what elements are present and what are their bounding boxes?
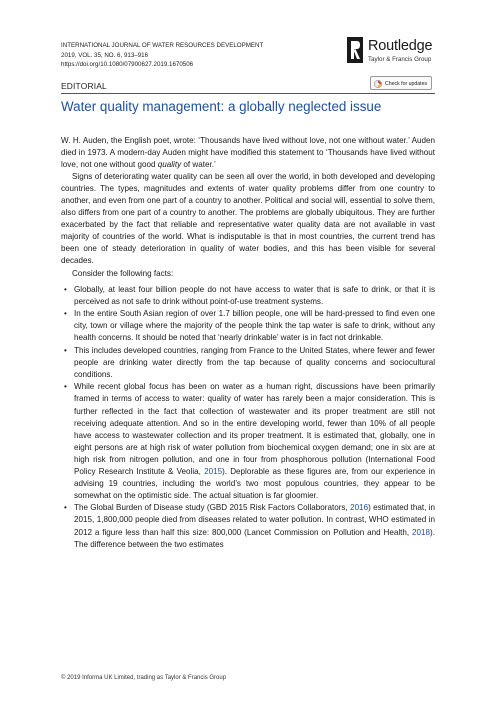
journal-volume: 2019, VOL. 35, NO. 6, 913–916: [61, 51, 149, 59]
bullet-icon: •: [64, 503, 67, 513]
check-for-updates-icon: [374, 80, 382, 88]
paragraph-2: Signs of deteriorating water quality can be seen all over the world, in both developed and developing countries. The types, magnitudes and extents of water quality problems differ from one country to another, and even from one part of a country to another. Political and social will, essential to solve them, also differs from one part of a country to another. The problems are globally ubiquitous. They are further exacerbated by the fact that reliable and representative water quality data are not available in vast majority of countries of the world. What is indisputable is that in most countries, the current trend has been one of steady deterioration in quality of water bodies, and this has been visible for several decades.: [61, 172, 435, 266]
citation-link[interactable]: 2015: [204, 466, 223, 476]
citation-link[interactable]: 2016: [350, 503, 369, 513]
citation-link[interactable]: 2018: [412, 527, 431, 537]
check-for-updates-button[interactable]: [370, 76, 432, 90]
routledge-logo-icon: [347, 37, 363, 63]
article-title: Water quality management: a globally neglected issue: [61, 99, 382, 114]
journal-meta: [61, 41, 263, 70]
paragraph-1: W. H. Auden, the English poet, wrote: ‘Thousands have lived without love, not one without water.’ Auden died in 1973. A modern-day Auden might have modified this statement to ‘Thousands have lived without love, not one without good quality of water.’: [61, 136, 435, 170]
list-item: • This includes developed countries, ranging from France to the United States, where fewer and fewer people are drinking water directly from the tap because of quality concerns and sociocultural conditions.: [64, 345, 435, 379]
bullet-icon: •: [64, 345, 67, 355]
section-label: EDITORIAL: [61, 81, 107, 91]
publisher-subtitle: Taylor & Francis Group: [368, 56, 432, 63]
publisher-name: Routledge: [368, 38, 433, 54]
check-for-updates-label: Check for updates: [385, 80, 428, 87]
list-item: • Globally, at least four billion people do not have access to water that is safe to drink, or that it is perceived as not safe to drink without point-of-use treatment systems.: [64, 284, 435, 306]
bullet-icon: •: [64, 309, 67, 319]
publisher-logo: [347, 37, 457, 67]
header-rule: [61, 93, 435, 94]
bullet-icon: •: [64, 382, 67, 392]
list-item: • The Global Burden of Disease study (GBD 2015 Risk Factors Collaborators, 2016) estimated that, in 2015, 1,800,000 people died from diseases related to water pollution. In contrast, WHO estimated in 2012 a figure less than half this size: 800,000 (Lancet Commission on Pollution and Health, 2018). The difference between the two estimates: [64, 503, 435, 549]
bullet-icon: •: [64, 284, 67, 294]
facts-list: [61, 284, 435, 551]
copyright-footer: © 2019 Informa UK Limited, trading as Taylor & Francis Group: [61, 675, 227, 681]
list-item: • In the entire South Asian region of over 1.7 billion people, one will be hard-pressed to find even one city, town or village where the majority of the people think the tap water is safe to drink, without any health concerns. It should be noted that ‘nearly drinkable’ water is in fact not drinkable.: [64, 309, 435, 343]
journal-name: INTERNATIONAL JOURNAL OF WATER RESOURCES DEVELOPMENT: [61, 42, 264, 49]
list-item: • While recent global focus has been on water as a human right, discussions have been primarily framed in terms of access to water: quality of water has rarely been a major consideration. This is further reflected in the fact that collection of wastewater and its proper treatment are still not receiving adequate attention. And so in the entire developing world, fewer than 10% of all people have access to wastewater collection and its proper treatment. It is estimated that, globally, one in eight persons are at high risk of water pollution from biochemical oxygen demand; one in six are at high risk from nitrogen pollution, and one in four from phosphorous pollution (International Food Policy Research Institute & Veolia, 2015). Deplorable as these figures are, from our experience in advising 19 countries, including the world’s two most populous countries, they appear to be somewhat on the optimistic side. The actual situation is far gloomier.: [64, 382, 435, 500]
journal-doi[interactable]: https://doi.org/10.1080/07900627.2019.1670506: [61, 61, 194, 69]
paragraph-3: Consider the following facts:: [72, 268, 174, 278]
article-body: [61, 135, 435, 551]
